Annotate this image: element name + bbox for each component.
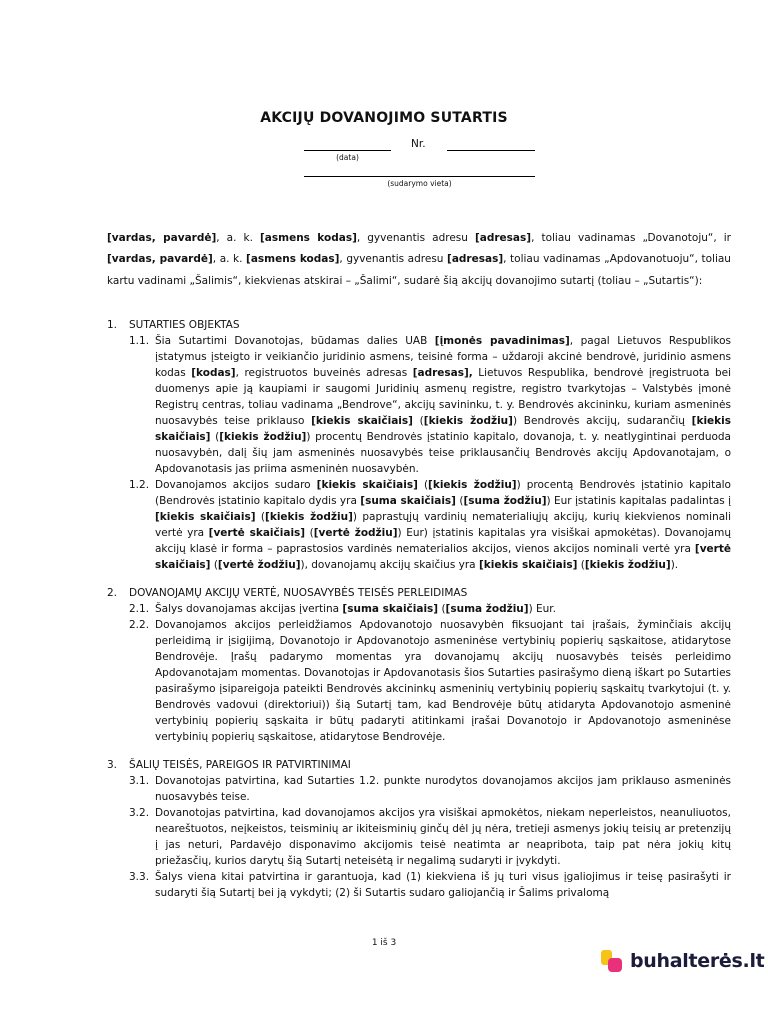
number-label: Nr. [411, 138, 426, 150]
logo-text: buhalterės.lt [630, 950, 765, 972]
clause [129, 601, 731, 617]
clause-text: Dovanojamos akcijos sudaro [kiekis skaičiais] ([kiekis žodžiu]) procentą Bendrovės įstatinio kapitalo (Bendrovės įstatinio kapitalo dydis yra [suma skaičiais] ([suma žodžiu]) Eur įstatinis kapitalas padalintas į [kiekis skaičiais] ([kiekis žodžiu]) paprastųjų vardinių nematerialiųjų akcijų, kurių kiekvienos nominali vertė yra [vertė skaičiais] ([vertė žodžiu]) Eur) įstatinis kapitalas yra visiškai apmokėtas). Dovanojamų akcijų klasė ir forma – paprastosios vardinės nematerialios akcijos, vienos akcijos nominali vertė yra [vertė skaičiais] ([vertė žodžiu]), dovanojamų akcijų skaičius yra [kiekis skaičiais] ([kiekis žodžiu]). [155, 479, 732, 571]
clause-text: Šalys viena kitai patvirtina ir garantuoja, kad (1) kiekviena iš jų turi visus įgaliojimus ir teisę pasirašyti ir sudaryti šią Sutartį bei ją vykdyti; (2) ši Sutartis sudaro galiojančią ir Šalims privalomą [155, 871, 731, 899]
section-title [107, 585, 731, 601]
place-label: (sudarymo vieta) [387, 179, 452, 188]
clause-number: 3.3. [129, 871, 150, 883]
clause [129, 617, 731, 745]
section-title-text: ŠALIŲ TEISĖS, PAREIGOS IR PATVIRTINIMAI [129, 759, 351, 771]
clause-number: 3.2. [129, 807, 150, 819]
page-number: 1 iš 3 [371, 938, 397, 948]
section-title [107, 757, 731, 773]
clause-text: Šalys dovanojamas akcijas įvertina [suma skaičiais] ([suma žodžiu]) Eur. [155, 603, 556, 615]
section-number: 3. [107, 759, 118, 771]
clause-text: Dovanotojas patvirtina, kad dovanojamos akcijos yra visiškai apmokėtos, niekam neperleistos, neanuliuotos, neareštuotos, neįkeistos, teisminių ar ikiteisminių ginčų dėl jų nėra, tretieji asmenys jokių teisių ar pretenzijų į jas neturi, Pardavėjo disponavimo akcijomis teisė neatimta ar neapribota, taip pat nėra jokių kitų priežasčių, kurios darytų šią Sutartį neteisėtą ir negalimą sudaryti ir įvykdyti. [155, 807, 731, 867]
place-line [304, 176, 535, 177]
logo-icon [600, 948, 626, 974]
clause [129, 869, 731, 901]
clause-number: 1.2. [129, 479, 150, 491]
contract-sections [107, 317, 731, 913]
document-title: AKCIJŲ DOVANOJIMO SUTARTIS [260, 110, 508, 126]
clause-number: 1.1. [129, 335, 150, 347]
clause [129, 477, 731, 573]
brand-logo [600, 948, 764, 974]
clause-number: 3.1. [129, 775, 150, 787]
clause [129, 773, 731, 805]
section [107, 585, 731, 745]
date-label: (data) [336, 153, 359, 162]
section [107, 317, 731, 573]
clause-number: 2.2. [129, 619, 150, 631]
clause-text: Dovanotojas patvirtina, kad Sutarties 1.2. punkte nurodytos dovanojamos akcijos jam priklauso asmeninės nuosavybės teise. [155, 775, 731, 803]
date-line [304, 150, 391, 151]
number-line [447, 150, 535, 151]
section-title-text: DOVANOJAMŲ AKCIJŲ VERTĖ, NUOSAVYBĖS TEISĖS PERLEIDIMAS [129, 587, 468, 599]
section [107, 757, 731, 901]
clause-text: Šia Sutartimi Dovanotojas, būdamas dalies UAB [įmonės pavadinimas], pagal Lietuvos Respublikos įstatymus įsteigto ir veikiančio juridinio asmens, teisinė forma – uždaroji akcinė bendrovė, juridinio asmens kodas [kodas], registruotos buveinės adresas [adresas], Lietuvos Respublika, bendrovė įregistruota bei duomenys apie ją kaupiami ir saugomi Juridinių asmenų registre, registro tvarkytojas – Valstybės įmonė Registrų centras, toliau vadinama „Bendrove“, akcijų savininku, t. y. Bendrovės akcininku, kuriam asmeninės nuosavybės teise priklauso [kiekis skaičiais] ([kiekis žodžiu]) Bendrovės akcijų, sudarančių [kiekis skaičiais] ([kiekis žodžiu]) procentų Bendrovės įstatinio kapitalo, dovanoja, t. y. neatlygintinai perduoda nuosavybėn, dalį šių jam asmeninės nuosavybės teise priklausančių Bendrovės akcijų Apdovanotajam, o Apdovanotasis jas priima asmeninėn nuosavybėn. [155, 335, 731, 475]
section-title [107, 317, 731, 333]
clause-text: Dovanojamos akcijos perleidžiamos Apdovanotojo nuosavybėn fiksuojant tai įrašais, žyminčiais akcijų perleidimą ir įsigijimą, Dovanotojo ir Apdovanotojo asmeninėse vertybinių popierių sąskaitose, atidarytose Bendrovėje. Įrašų padarymo momentas yra dovanojamų akcijų nuosavybės teisės perleidimo Apdovanotajam momentas. Dovanotojas ir Apdovanotasis šios Sutarties pasirašymo dieną iškart po Sutarties pasirašymo įsipareigoja pateikti Bendrovės akcininkų asmeninių vertybinių popierių sąskaitų tvarkytojui (t. y. Bendrovės vadovui (direktoriui)) šią Sutartį tam, kad Bendrovėje būtų atidaryta Apdovanotojo asmeninė vertybinių popierių sąskaita ir būtų padaryti atitinkami įrašai Dovanotojo ir Apdovanotojo asmeninėse vertybinių popierių sąskaitose, atidarytose Bendrovėje. [155, 619, 731, 743]
clause [129, 805, 731, 869]
clause-number: 2.1. [129, 603, 150, 615]
section-number: 2. [107, 587, 118, 599]
section-title-text: SUTARTIES OBJEKTAS [129, 319, 240, 331]
section-number: 1. [107, 319, 118, 331]
intro-paragraph: [vardas, pavardė], a. k. [asmens kodas], gyvenantis adresu [adresas], toliau vadinamas „Dovanotoju“, ir [vardas, pavardė], a. k. [asmens kodas], gyvenantis adresu [adresas], toliau vadinamas „Apdovanotuoju“, toliau kartu vadinami „Šalimis“, kiekvienas atskirai – „Šalimi“, sudarė šią akcijų dovanojimo sutartį (toliau – „Sutartis“): [107, 232, 731, 287]
clause [129, 333, 731, 477]
